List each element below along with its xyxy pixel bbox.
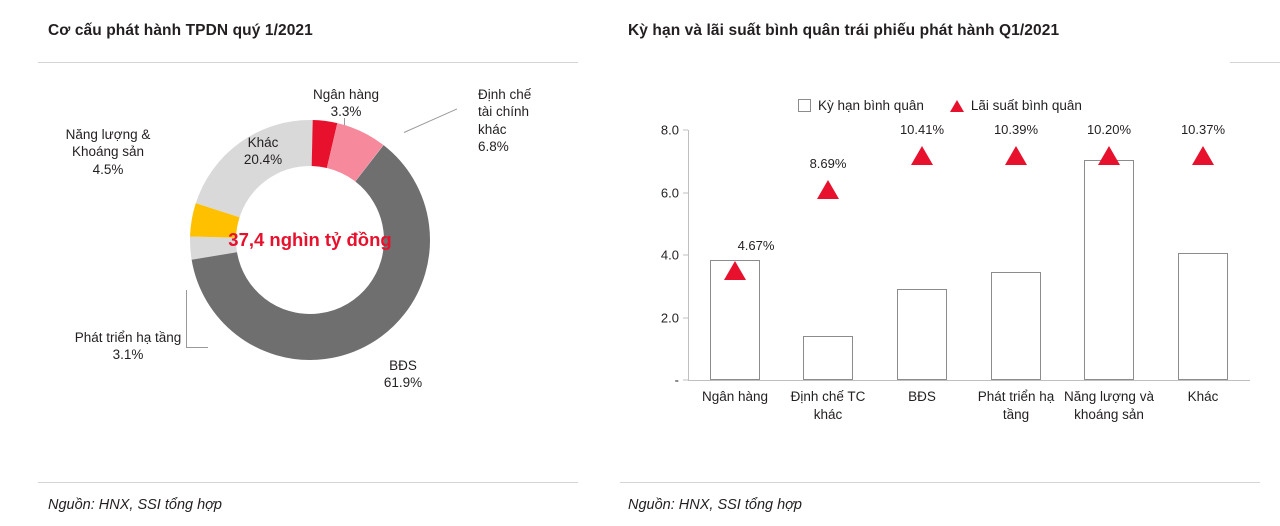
pie-label-dinhche-line3: khác — [478, 121, 507, 137]
pie-label-dinhche — [478, 86, 588, 155]
x-label-khac: Khác — [1187, 389, 1219, 404]
bar-plot-region — [660, 122, 1250, 388]
pie-label-bds — [358, 357, 448, 392]
bar-chart-source: Nguồn: HNX, SSI tổng hợp — [628, 497, 802, 513]
bar-chart-title: Kỳ hạn và lãi suất bình quân trái phiếu phát hành Q1/2021 — [628, 22, 1060, 39]
legend-item-laisuat — [950, 98, 1082, 113]
y-tick-label-2: 4.0 — [660, 247, 679, 263]
y-tick-mark-2 — [683, 255, 688, 256]
divider-bottom-left — [38, 482, 578, 483]
pie-label-nganhang-pct: 3.3% — [330, 104, 362, 120]
triangle-nganhang — [724, 261, 746, 280]
y-tick-mark-0 — [683, 380, 688, 381]
value-label-nganhang: 4.67% — [737, 238, 775, 253]
divider-top-left — [38, 62, 578, 63]
pie-label-khac — [208, 134, 318, 169]
donut-center-value: 37,4 nghìn tỷ đồng — [228, 229, 392, 250]
pie-label-khac-pct: 20.4% — [243, 152, 283, 168]
x-axis-line — [688, 380, 1250, 381]
pie-label-nganhang — [286, 86, 406, 121]
bar-khac — [1178, 253, 1228, 380]
pie-label-dinhche-line1: Định chế — [478, 87, 532, 102]
triangle-marker-icon — [950, 100, 964, 112]
pie-label-phattrien-pct: 3.1% — [112, 347, 144, 363]
pie-label-nganhang-name: Ngân hàng — [312, 87, 380, 102]
pie-label-dinhche-line2: tài chính — [478, 104, 530, 120]
legend-label-kyhan: Kỳ hạn bình quân — [818, 98, 924, 113]
value-label-phattrien: 10.39% — [993, 122, 1039, 137]
bar-swatch-icon — [798, 99, 811, 112]
bar-chart-area — [618, 80, 1278, 480]
value-label-dinhche: 8.69% — [809, 156, 847, 171]
pie-chart-panel — [0, 0, 610, 526]
y-tick-label-0: - — [674, 372, 679, 388]
pie-label-nangluong — [40, 126, 176, 178]
triangle-phattrien — [1005, 146, 1027, 165]
bar-nangluong — [1084, 160, 1134, 380]
x-label-phattrien: Phát triển hạ tầng — [977, 389, 1055, 422]
triangle-khac — [1192, 146, 1214, 165]
pie-label-bds-name: BĐS — [389, 358, 417, 373]
pie-label-bds-pct: 61.9% — [383, 375, 423, 391]
value-label-khac: 10.37% — [1180, 122, 1226, 137]
value-label-nangluong: 10.20% — [1086, 122, 1132, 137]
y-tick-mark-3 — [683, 192, 688, 193]
x-label-nangluong: Năng lượng và khoáng sản — [1064, 389, 1154, 422]
bar-chart-legend — [798, 98, 1082, 113]
pie-chart-title: Cơ cấu phát hành TPDN quý 1/2021 — [48, 22, 313, 39]
pie-label-dinhche-pct: 6.8% — [478, 138, 509, 154]
triangle-nangluong — [1098, 146, 1120, 165]
value-label-bds: 10.41% — [899, 122, 945, 137]
x-label-nganhang: Ngân hàng — [701, 389, 769, 404]
divider-top-right — [1230, 62, 1280, 63]
y-tick-mark-4 — [683, 130, 688, 131]
legend-item-kyhan — [798, 98, 924, 113]
y-tick-label-3: 6.0 — [660, 185, 679, 200]
pie-label-nangluong-pct: 4.5% — [92, 161, 124, 177]
y-tick-mark-1 — [683, 317, 688, 318]
triangle-bds — [911, 146, 933, 165]
bar-phattrien — [991, 272, 1041, 380]
y-tick-label-4: 8.0 — [660, 122, 679, 138]
pie-label-phattrien-name: Phát triển hạ tầng — [74, 330, 182, 345]
pie-label-khac-name: Khác — [247, 135, 279, 150]
bar-bds — [897, 289, 947, 380]
x-label-dinhche: Định chế TC khác — [790, 389, 866, 422]
pie-label-phattrien — [48, 329, 208, 364]
legend-label-laisuat: Lãi suất bình quân — [970, 98, 1082, 113]
x-label-bds: BĐS — [908, 389, 936, 404]
y-tick-label-1: 2.0 — [660, 310, 679, 325]
triangle-dinhche — [817, 180, 839, 199]
divider-bottom-right — [620, 482, 1260, 483]
pie-label-nangluong-line2: Khoáng sản — [71, 144, 145, 160]
pie-label-nangluong-line1: Năng lượng & — [65, 127, 151, 142]
bar-dinhche — [803, 336, 853, 380]
pie-chart-source: Nguồn: HNX, SSI tổng hợp — [48, 497, 222, 513]
